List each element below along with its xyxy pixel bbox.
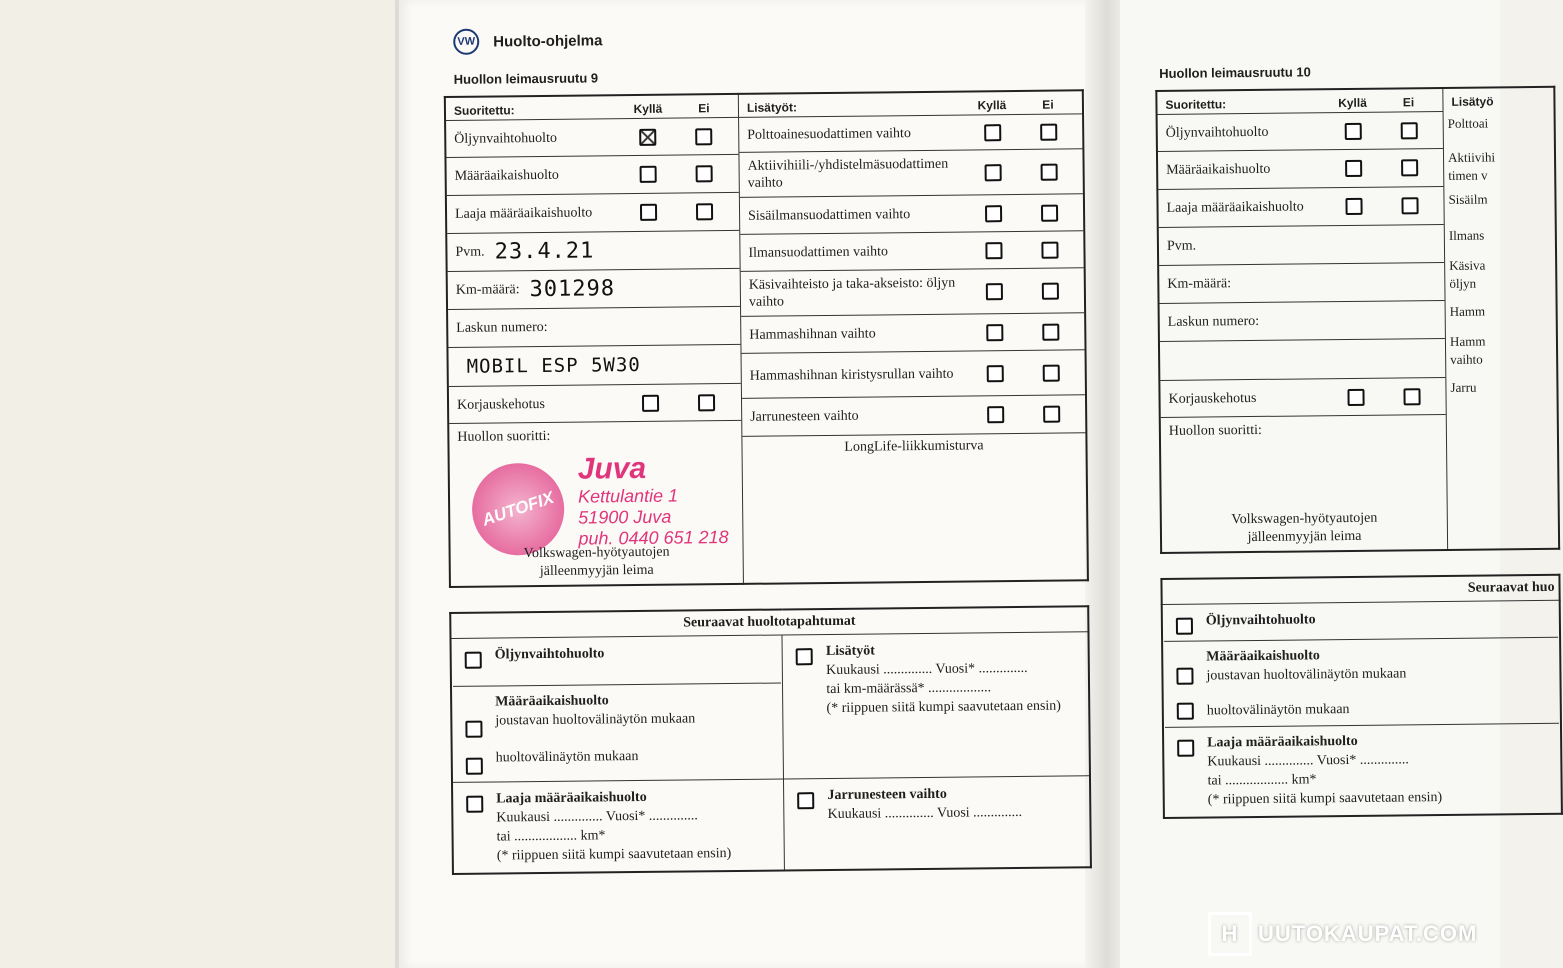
extra-row: Sisäilmansuodattimen vaihto: [740, 193, 1083, 234]
extra-row: Aktiivihiili-/yhdistelmäsuodattimen vaihto: [739, 148, 1082, 197]
handwritten-note[interactable]: MOBIL ESP 5W30: [466, 353, 641, 378]
extra-row: Käsivaihteisto ja taka-akseisto: öljyn vaihto: [741, 267, 1084, 316]
item-row: Öljynvaihtohuolto: [1158, 111, 1443, 151]
checkbox-no[interactable]: [1042, 323, 1059, 340]
watermark-text: UUTOKAUPAT.COM: [1258, 921, 1478, 946]
checkbox-yes[interactable]: [1345, 160, 1362, 177]
done-column: [445, 94, 744, 587]
watermark-logo-icon: H: [1208, 912, 1252, 956]
program-title: Huolto-ohjelma: [493, 31, 603, 50]
item-row-periodic: Määräaikaishuolto: [446, 154, 738, 195]
checkbox-yes[interactable]: [984, 164, 1001, 181]
checkbox-no[interactable]: [1401, 159, 1418, 176]
checkbox-big[interactable]: [1177, 740, 1194, 757]
checkbox-brake[interactable]: [797, 792, 814, 809]
checkbox-no[interactable]: [1400, 122, 1417, 139]
extra-row: Polttoainesuodattimen vaihto: [739, 113, 1082, 152]
next-services-table: [449, 605, 1092, 875]
stamp-address: Juva Kettulantie 1 51900 Juva puh. 0440 651 218: [577, 451, 729, 549]
extra-row: Hammashihnan vaihto: [741, 312, 1084, 353]
service-table-right: Suoritettu: Kyllä Ei Öljynvaihtohuolto Määräaikaishuolto Laaja määräaikaishuolto Pvm. Km-määrä: Laskun numero: Korjauskehotus Huollon suoritti: Volkswagen-hyötyautojen jälleenmyyjän leima Lisätyö Polttoai Aktiivihi timen v Sisäilm Ilmans Käsiva öljyn Hamm Hamm vaihto Jarru: [1155, 86, 1560, 554]
note-row: [448, 344, 740, 386]
checkbox-indicator[interactable]: [1176, 703, 1193, 720]
extra-row: Ilmansuodattimen vaihto: [740, 230, 1083, 271]
checkbox-yes[interactable]: [986, 365, 1003, 382]
next-services-title: Seuraavat huoltotapahtumat: [450, 606, 1088, 638]
next-services-right: Seuraavat huo Öljynvaihtohuolto Määräaikaishuolto joustavan huoltovälinäytön mukaan huoltovälinäytön mukaan Laaja määräaikaishuolto Kuukausi .............. Vuosi* .............. tai .................. km* (* riippuen siitä kumpi saavutetaan ensin): [1160, 574, 1563, 819]
service-record-10: [1155, 56, 1555, 819]
checkbox-no[interactable]: [696, 203, 713, 220]
checkbox-yes[interactable]: [1345, 198, 1362, 215]
km-row: Km-määrä: 301298: [448, 268, 740, 309]
form-header: [453, 11, 1083, 66]
checkbox-big[interactable]: [466, 796, 483, 813]
extra-header: Lisätyöt: Kyllä Ei: [746, 97, 1054, 115]
checkbox-flexible[interactable]: [465, 721, 482, 738]
checkbox-no[interactable]: [1041, 241, 1058, 258]
done-header: Suoritettu: Kyllä Ei: [453, 101, 710, 118]
checkbox-yes[interactable]: [1347, 388, 1364, 405]
checkbox-yes[interactable]: [1344, 122, 1361, 139]
checkbox-yes[interactable]: [640, 204, 657, 221]
date-row: Pvm. 23.4.21: [447, 230, 739, 271]
dealer-stamp-caption: Volkswagen-hyötyautojen jälleenmyyjän leima: [523, 544, 670, 580]
checkbox-yes[interactable]: [986, 324, 1003, 341]
checkbox-yes[interactable]: [987, 406, 1004, 423]
autofix-seal: AUTOFIX: [460, 451, 577, 568]
repair-row: Korjauskehotus: [449, 383, 741, 423]
checkbox-indicator[interactable]: [465, 758, 482, 775]
invoice-row: Laskun numero:: [448, 306, 740, 347]
checkbox-yes[interactable]: [985, 242, 1002, 259]
next-brake: Jarrunesteen vaihto Kuukausi .............. Vuosi ..............: [784, 776, 1091, 871]
checkbox-yes[interactable]: [985, 283, 1002, 300]
next-oil: Öljynvaihtohuolto: [453, 636, 782, 686]
service-table: [444, 89, 1089, 588]
checkbox-no[interactable]: [696, 128, 713, 145]
next-periodic: Määräaikaishuolto joustavan huoltovälinäytön mukaan huoltovälinäytön mukaan: [453, 683, 782, 780]
watermark: [1208, 912, 1477, 956]
vw-logo-icon: VW: [453, 29, 479, 55]
section-title: Huollon leimausruutu 10: [1159, 64, 1311, 81]
checkbox-no[interactable]: [1040, 163, 1057, 180]
checkbox-yes[interactable]: [984, 124, 1001, 141]
checkbox-no[interactable]: [1042, 364, 1059, 381]
checkbox-no[interactable]: [696, 165, 713, 182]
item-row: Laaja määräaikaishuolto: [1158, 186, 1443, 227]
service-record-9: [443, 11, 1092, 875]
done-by-label: Huollon suoritti:: [449, 420, 741, 446]
checkbox-no[interactable]: [1043, 406, 1060, 423]
section-title: Huollon leimausruutu 9: [453, 70, 599, 87]
desk-background: [0, 0, 420, 968]
next-left-column: [450, 635, 783, 782]
next-extra: Lisätyöt Kuukausi .............. Vuosi* .............. tai km-määrässä* .................. (* riippuen siitä kumpi saavutetaan ensin): [782, 632, 1090, 779]
item-row: Määräaikaishuolto: [1158, 148, 1443, 189]
next-big: Laaja määräaikaishuolto Kuukausi .............. Vuosi* .............. tai .................. km* (* riippuen siitä kumpi saavutetaan ensin): [452, 779, 785, 874]
checkbox-oil[interactable]: [1175, 618, 1192, 635]
checkbox-no[interactable]: [698, 394, 715, 411]
item-row-extended: Laaja määräaikaishuolto: [447, 192, 739, 233]
checkbox-oil[interactable]: [464, 652, 481, 669]
checkbox-yes[interactable]: [984, 205, 1001, 222]
checkbox-no[interactable]: [1040, 123, 1057, 140]
extra-partial-list: Polttoai Aktiivihi timen v Sisäilm Ilmans Käsiva öljyn Hamm Hamm vaihto Jarru: [1447, 115, 1496, 395]
extra-row: Jarrunesteen vaihto: [742, 394, 1085, 436]
date-value[interactable]: 23.4.21: [494, 238, 595, 265]
checkbox-flexible[interactable]: [1176, 668, 1193, 685]
checkbox-no[interactable]: [1403, 388, 1420, 405]
longlife-label: LongLife-liikkumisturva: [742, 432, 1085, 457]
checkbox-yes[interactable]: [640, 166, 657, 183]
checkbox-no[interactable]: [1041, 282, 1058, 299]
extra-row: Hammashihnan kiristysrullan vaihto: [741, 349, 1084, 398]
checkbox-yes-checked[interactable]: [640, 128, 657, 145]
item-row-oil: Öljynvaihtohuolto: [446, 117, 738, 157]
checkbox-extra[interactable]: [795, 648, 812, 665]
checkbox-no[interactable]: [1401, 197, 1418, 214]
km-value[interactable]: 301298: [529, 276, 616, 303]
checkbox-yes[interactable]: [642, 394, 659, 411]
dealer-stamp: [449, 443, 742, 586]
checkbox-no[interactable]: [1040, 204, 1057, 221]
extra-work-column: [738, 90, 1088, 584]
